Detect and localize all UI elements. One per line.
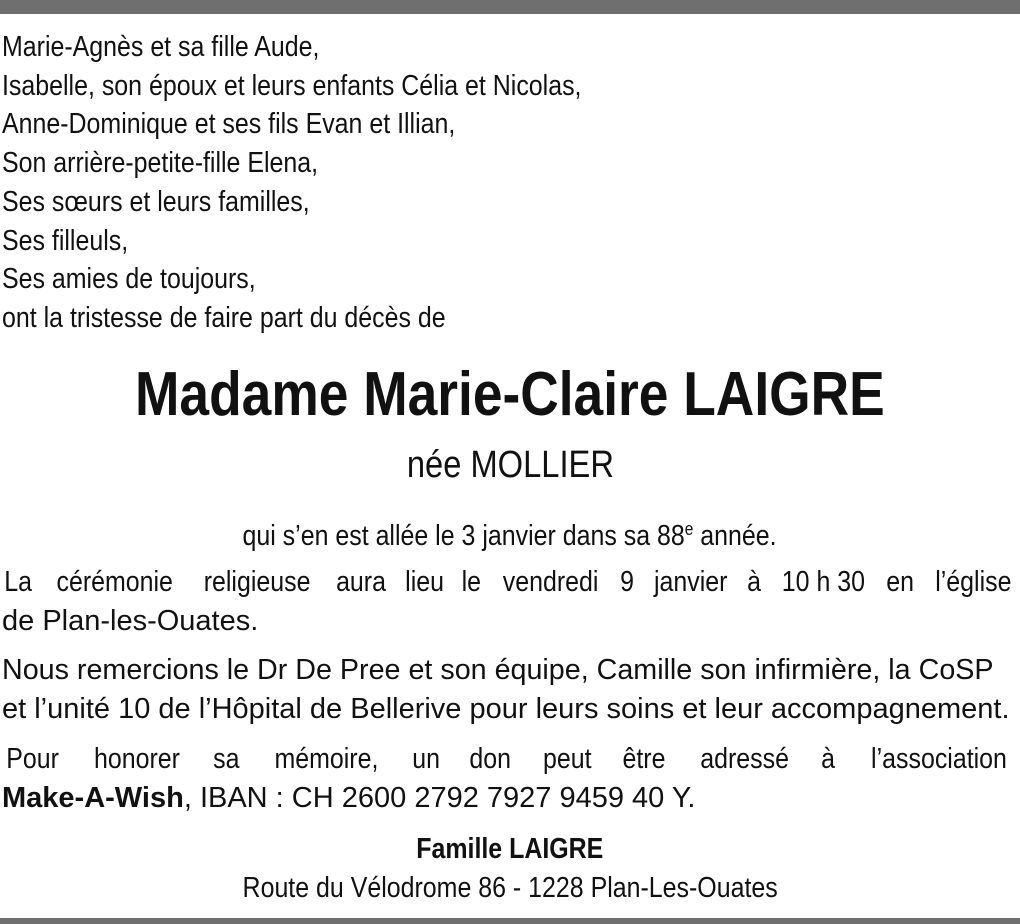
passing-text-after: année.: [693, 520, 778, 552]
family-line: ont la tristesse de faire part du décès de: [2, 301, 446, 334]
justified-word: La: [4, 566, 33, 598]
family-list-block: [2, 28, 1018, 338]
deceased-name: [0, 360, 1020, 430]
justified-word: l’association: [870, 743, 1007, 775]
donation-org: Make-A-Wish: [2, 782, 184, 814]
family-line: Isabelle, son époux et leurs enfants Célia et Nicolas,: [2, 69, 582, 102]
justified-word: aura: [335, 566, 386, 598]
family-line: Ses sœurs et leurs familles,: [2, 185, 310, 218]
donation-iban: , IBAN : CH 2600 2792 7927 9459 40 Y.: [183, 782, 696, 814]
donation-paragraph: [2, 740, 1018, 818]
signature-address-text: Route du Vélodrome 86 - 1228 Plan-Les-Ouates: [242, 872, 778, 904]
justified-word: don: [469, 743, 512, 775]
justified-word: 9: [620, 566, 635, 598]
signature-name-text: Famille LAIGRE: [416, 833, 604, 865]
justified-word: en: [886, 566, 915, 598]
family-line: Anne-Dominique et ses fils Evan et Illian,: [2, 108, 456, 141]
thanks-line-1: Nous remercions le Dr De Pree et son équipe, Camille son infirmière, la CoSP: [2, 654, 994, 686]
ceremony-paragraph: [2, 563, 1018, 641]
justified-word: vendredi: [503, 566, 599, 598]
family-list: [2, 28, 1017, 338]
justified-word: Pour: [6, 743, 59, 775]
justified-word: janvier: [654, 566, 728, 598]
ceremony-line-1: [2, 563, 1018, 602]
justified-word: être: [622, 743, 666, 775]
passing-date-line: [0, 510, 1020, 555]
justified-word: l’église: [935, 566, 1012, 598]
thanks-paragraph: [2, 651, 1018, 729]
ceremony-line-2: de Plan-les-Ouates.: [2, 605, 259, 637]
passing-superscript: e: [685, 519, 694, 539]
family-line: Ses filleuls,: [2, 224, 129, 257]
bottom-divider: [0, 918, 1020, 924]
justified-word: adressé: [700, 743, 789, 775]
justified-word: à: [821, 743, 835, 775]
justified-word: lieu: [405, 566, 445, 598]
deceased-name-text: Madame Marie-Claire LAIGRE: [135, 360, 885, 429]
justified-word: mémoire,: [273, 743, 378, 775]
passing-text-before: qui s’en est allée le 3 janvier dans sa 88: [242, 520, 686, 552]
justified-word: 10 h 30: [781, 566, 865, 598]
justified-word: le: [461, 566, 482, 598]
family-line: Son arrière-petite-fille Elena,: [2, 147, 319, 180]
maiden-name: [0, 442, 1020, 488]
justified-word: un: [412, 743, 441, 775]
justified-word: cérémonie: [56, 566, 173, 598]
justified-word: religieuse: [203, 566, 311, 598]
justified-word: à: [747, 566, 762, 598]
donation-line-2: [2, 779, 1018, 818]
maiden-name-text: née MOLLIER: [406, 444, 614, 486]
signature-address: [0, 869, 1020, 907]
passing-date-wrap: [243, 510, 777, 555]
donation-line-1: [2, 740, 1018, 779]
justified-word: peut: [542, 743, 592, 775]
top-divider: [0, 0, 1020, 14]
justified-word: honorer: [94, 743, 181, 775]
family-line: Ses amies de toujours,: [2, 263, 256, 296]
thanks-line-2: et l’unité 10 de l’Hôpital de Bellerive pour leurs soins et leur accompagnement.: [2, 693, 1010, 725]
family-line: Marie-Agnès et sa fille Aude,: [2, 31, 320, 63]
signature-name: [0, 830, 1020, 868]
justified-word: sa: [213, 743, 240, 775]
